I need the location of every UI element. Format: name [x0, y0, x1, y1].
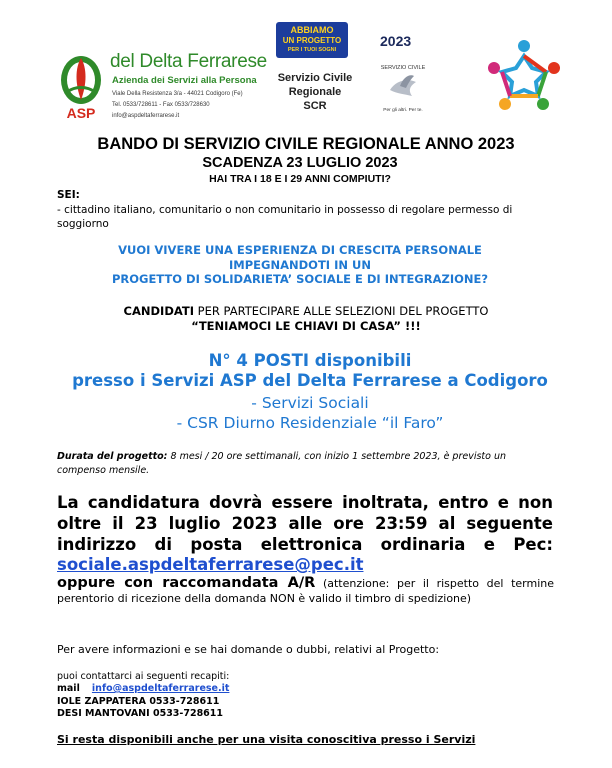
pec-link[interactable]: sociale.aspdeltaferrarese@pec.it [57, 555, 364, 574]
mail-row [57, 683, 229, 694]
durata-label: Durata del progetto: [57, 451, 168, 462]
contacts-intro: puoi contattarci ai seguenti recapiti: [57, 671, 230, 682]
deadline: SCADENZA 23 LUGLIO 2023 [202, 155, 398, 171]
question-line-1: VUOI VIVERE UNA ESPERIENZA DI CRESCITA PERSONALE [118, 243, 482, 257]
info-text: Per avere informazioni e se hai domande o dubbi, relativi al Progetto: [57, 643, 440, 656]
candidati-rest: PER PARTECIPARE ALLE SELEZIONI DEL PROGETTO [194, 304, 489, 318]
sc-tagline: Per gli altri. Per te. [383, 108, 423, 113]
asp-logo-icon [57, 50, 105, 122]
scr-line-3: SCR [303, 100, 327, 112]
contact-2: DESI MANTOVANI 0533-728611 [57, 708, 224, 719]
candidatura-text: La candidatura dovrà essere inoltrata, entro e non oltre il 23 luglio 2023 alle ore 23:59 al seguente indirizzo di posta elettronica ordinaria e Pec: [57, 493, 553, 554]
raccomandata-text: (attenzione: per il rispetto del termine perentorio di ricezione della domanda NON è valido il timbro di spedizione) [57, 577, 554, 605]
candidati-block [0, 304, 612, 333]
sc-label: SERVIZIO CIVILE [380, 65, 426, 71]
question-line-3: PROGETTO DI SOLIDARIETA’ SOCIALE E DI INTEGRAZIONE? [111, 272, 489, 286]
candidati-bold: CANDIDATI [123, 304, 194, 318]
dove-icon [378, 60, 428, 114]
raccomandata [57, 576, 554, 606]
durata-text: 8 mesi / 20 ore settimanali, con inizio 1 settembre 2023, è previsto un compenso mensile. [57, 451, 507, 476]
asp-email: info@aspdeltaferrarese.it [112, 113, 180, 119]
contact-1: IOLE ZAPPATERA 0533-728611 [57, 696, 220, 707]
question-line-2: IMPEGNANDOTI IN UN [229, 257, 371, 272]
experience-question [0, 243, 600, 287]
asp-address: Viale Della Resistenza 3/a - 44021 Codigoro (Fe) [112, 91, 243, 97]
durata [57, 450, 557, 478]
asp-logo-text: ASP [66, 105, 96, 121]
scr-line-2: Regionale [288, 86, 342, 98]
service-2: - CSR Diurno Residenziale “il Faro” [176, 414, 444, 432]
posti-line-1: N° 4 POSTI disponibili [208, 351, 412, 370]
posti-line-2: presso i Servizi ASP del Delta Ferrarese a Codigoro [72, 371, 548, 390]
badge-line-3: PER I TUOI SOGNI [287, 47, 337, 53]
posti-heading [0, 351, 612, 391]
resta-text: Si resta disponibili anche per una visita conoscitiva presso i Servizi [57, 733, 476, 746]
sei-text: - cittadino italiano, comunitario o non comunitario in possesso di regolare permesso di soggiorno [57, 204, 513, 230]
age-question: HAI TRA I 18 E I 29 ANNI COMPIUTI? [209, 173, 391, 185]
scr-line-1: Servizio Civile [277, 72, 353, 84]
mail-link[interactable]: info@aspdeltaferrarese.it [91, 683, 230, 694]
badge-line-2: UN PROGETTO [282, 36, 342, 45]
asp-name: del Delta Ferrarese [110, 51, 267, 72]
year-label: 2023 [380, 33, 412, 49]
sei-label: SEI: [57, 189, 80, 201]
raccomandata-bold: oppure con raccomandata A/R [57, 575, 316, 591]
project-name: “TENIAMOCI LE CHIAVI DI CASA” !!! [191, 318, 421, 333]
people-star-icon [484, 36, 564, 116]
asp-subtitle: Azienda dei Servizi alla Persona [112, 75, 257, 86]
service-1: - Servizi Sociali [251, 394, 369, 412]
badge-line-1: ABBIAMO [290, 25, 334, 35]
project-badge [276, 22, 348, 58]
mail-label: mail [57, 683, 80, 694]
asp-phone: Tel. 0533/728611 - Fax 0533/728630 [112, 102, 210, 108]
page-title: BANDO DI SERVIZIO CIVILE REGIONALE ANNO 2023 [97, 135, 515, 153]
